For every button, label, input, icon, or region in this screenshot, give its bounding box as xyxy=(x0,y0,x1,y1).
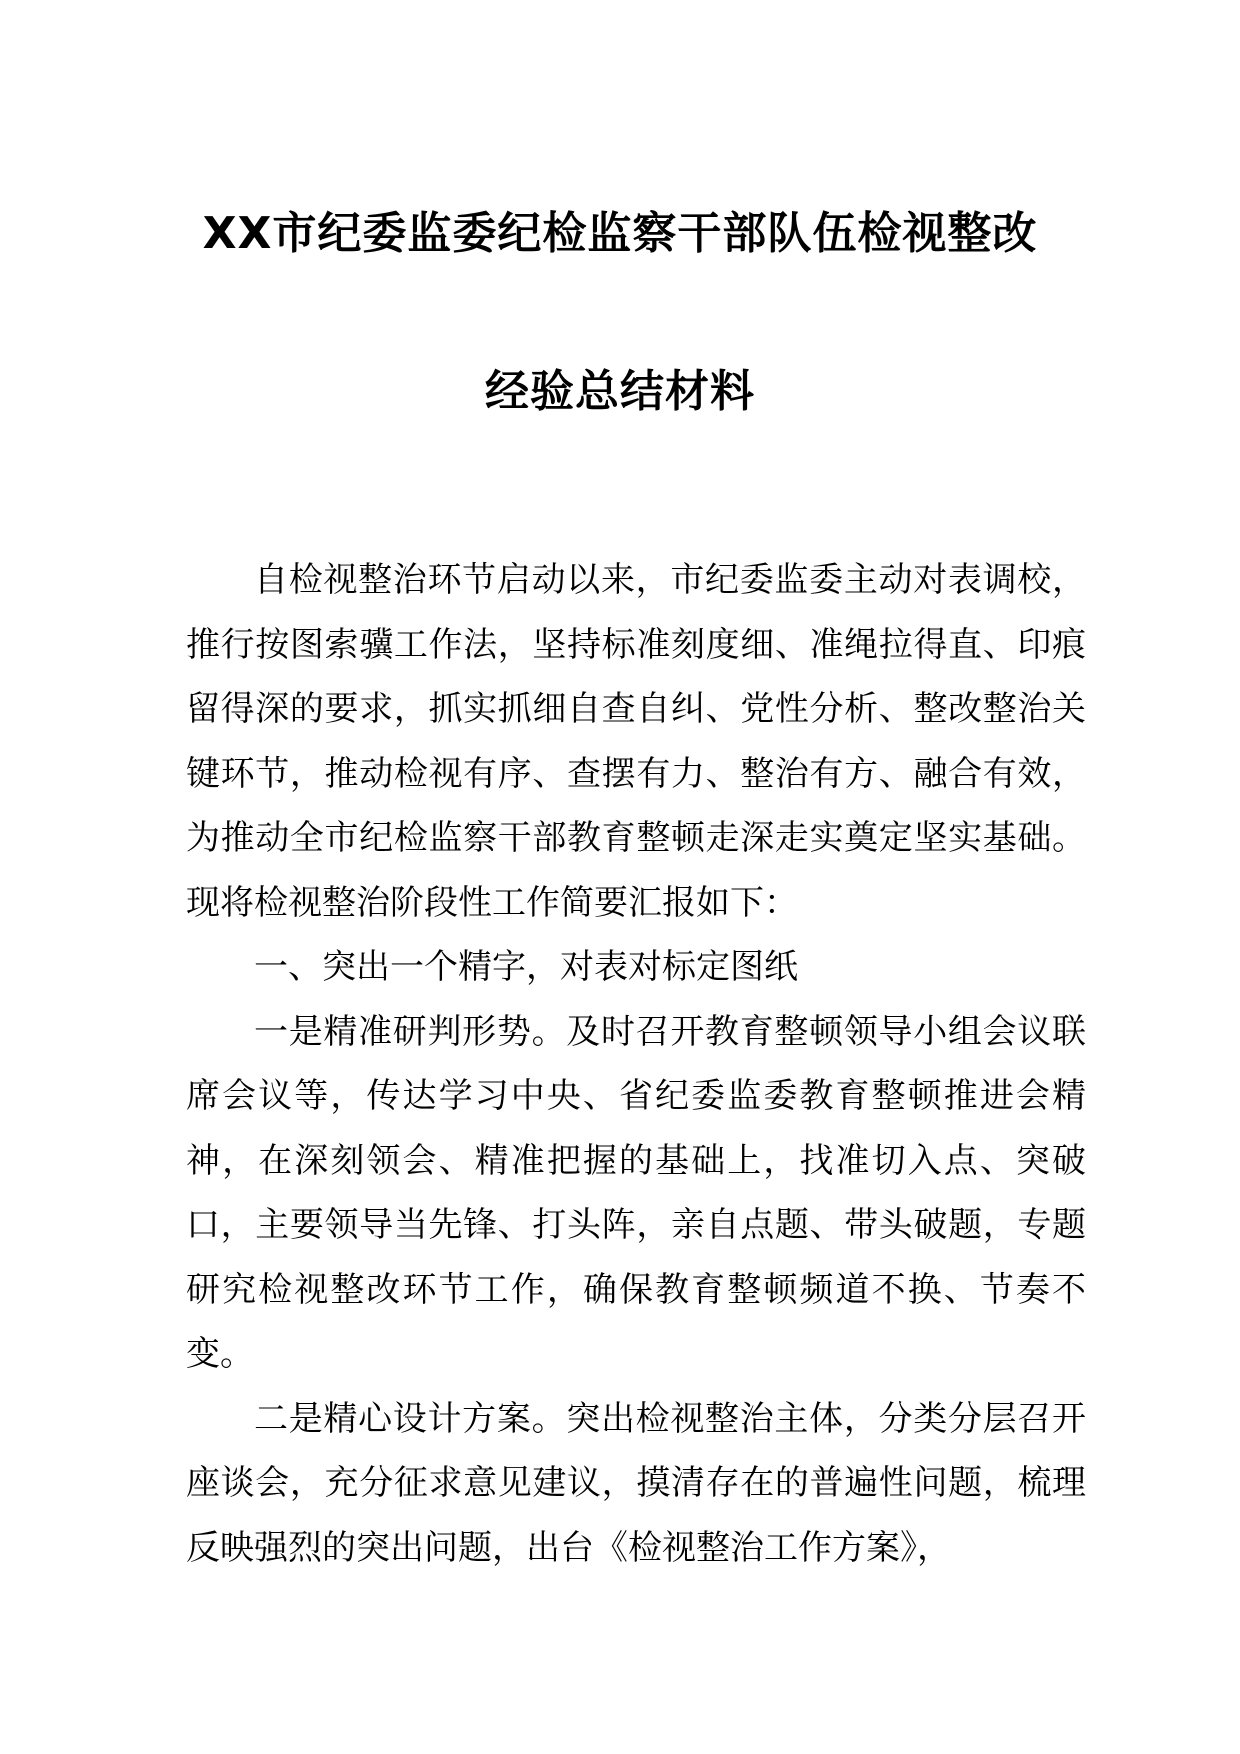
document-body xyxy=(186,548,1086,1580)
document-title-line-2: 经验总结材料 xyxy=(485,366,755,417)
section-heading-1: 一、突出一个精字，对表对标定图纸 xyxy=(254,947,798,987)
paragraph-point-2: 二是精心设计方案。突出检视整治主体，分类分层召开座谈会，充分征求意见建议，摸清存在的普遍性问题，梳理反映强烈的突出问题，出台《检视整治工作方案》， xyxy=(186,1398,1086,1568)
paragraph-intro: 自检视整治环节启动以来，市纪委监委主动对表调校，推行按图索骥工作法，坚持标准刻度细、准绳拉得直、印痕留得深的要求，抓实抓细自查自纠、党性分析、整改整治关键环节，推动检视有序、查摆有力、整治有方、融合有效，为推动全市纪检监察干部教育整顿走深走实奠定坚实基础。现将检视整治阶段性工作简要汇报如下： xyxy=(186,560,1086,923)
document-title-line-1: XX市纪委监委纪检监察干部队伍检视整改 xyxy=(202,208,1038,259)
paragraph-point-1: 一是精准研判形势。及时召开教育整顿领导小组会议联席会议等，传达学习中央、省纪委监委教育整顿推进会精神，在深刻领会、精准把握的基础上，找准切入点、突破口，主要领导当先锋、打头阵，亲自点题、带头破题，专题研究检视整改环节工作，确保教育整顿频道不换、节奏不变。 xyxy=(186,1011,1086,1374)
